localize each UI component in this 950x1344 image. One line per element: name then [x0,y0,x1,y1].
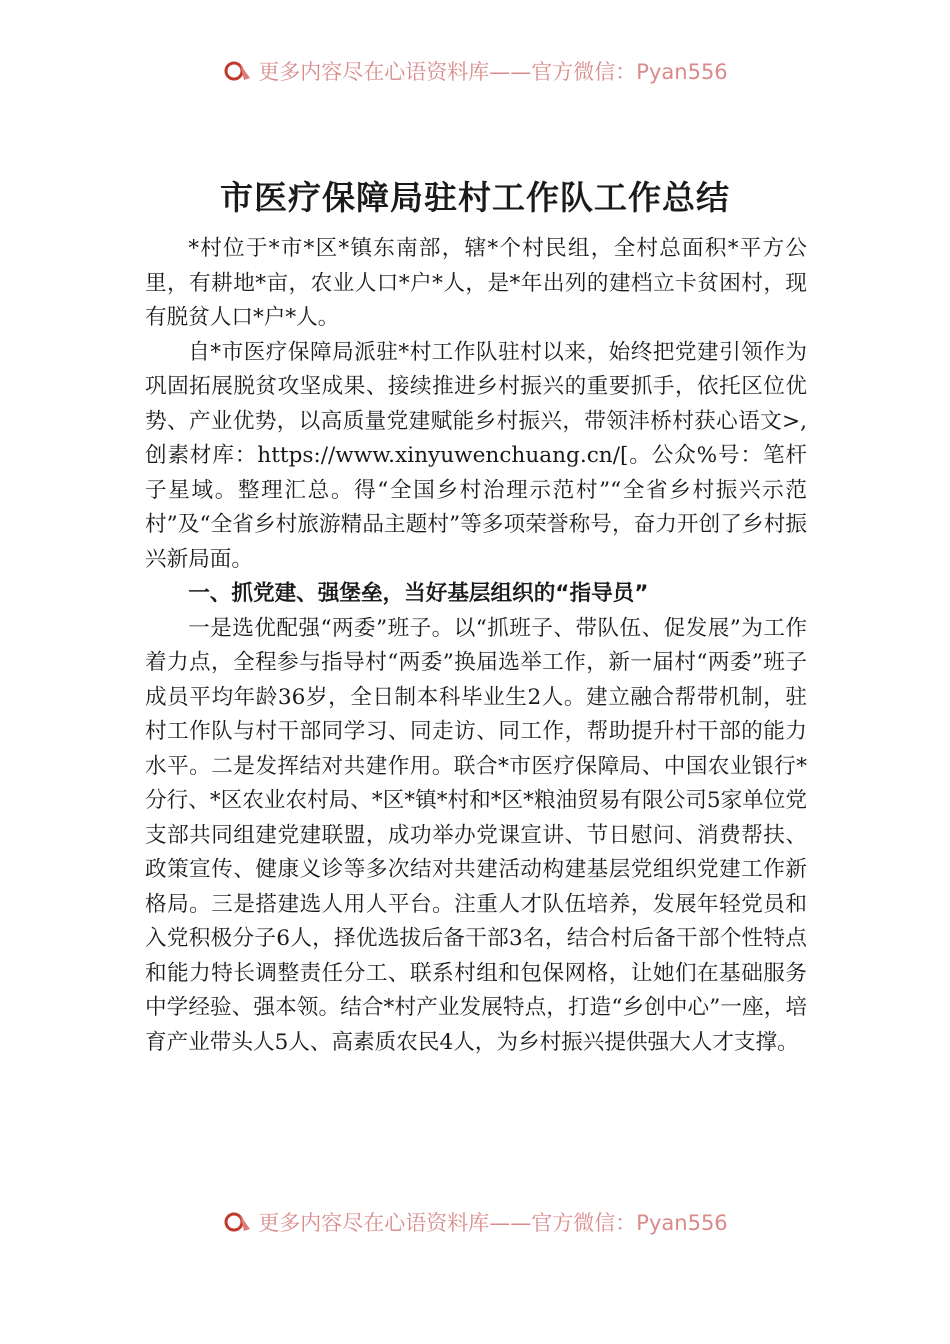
watermark-top [0,54,950,88]
section-1-paragraph: 一是选优配强“两委”班子。以“抓班子、带队伍、促发展”为工作着力点，全程参与指导村“两委”换届选举工作，新一届村“两委”班子成员平均年龄36岁，全日制本科毕业生2人。建立融合帮带机制，驻村工作队与村干部同学习、同走访、同工作，帮助提升村干部的能力水平。二是发挥结对共建作用。联合*市医疗保障局、中国农业银行*分行、*区农业农村局、*区*镇*村和*区*粮油贸易有限公司5家单位党支部共同组建党建联盟，成功举办党课宣讲、节日慰问、消费帮扶、政策宣传、健康义诊等多次结对共建活动构建基层党组织党建工作新格局。三是搭建选人用人平台。注重人才队伍培养，发展年轻党员和入党积极分子6人，择优选拔后备干部3名，结合村后备干部个性特点和能力特长调整责任分工、联系村组和包保网格，让她们在基础服务中学经验、强本领。结合*村产业发展特点，打造“乡创中心”一座，培育产业带头人5人、高素质农民4人，为乡村振兴提供强大人才支撑。 [145,615,807,1055]
watermark-bottom [0,1205,950,1239]
page-title: 市医疗保障局驻村工作队工作总结 [220,178,730,217]
watermark-logo-icon [222,1209,252,1235]
intro-paragraph-2: 自*市医疗保障局派驻*村工作队驻村以来，始终把党建引领作为巩固拓展脱贫攻坚成果、接续推进乡村振兴的重要抓手，依托区位优势、产业优势，以高质量党建赋能乡村振兴，带领沣桥村获心语文>,创素材库：https://www.xinyuwenchuang.cn/[。公众%号：笔杆子星域。整理汇总。得“全国乡村治理示范村”“全省乡村振兴示范村”及“全省乡村旅游精品主题村”等多项荣誉称号，奋力开创了乡村振兴新局面。 [145,339,807,572]
document-body [145,232,807,1060]
intro-paragraph-1: *村位于*市*区*镇东南部，辖*个村民组，全村总面积*平方公里，有耕地*亩，农业人口*户*人，是*年出列的建档立卡贫困村，现有脱贫人口*户*人。 [145,236,807,330]
watermark-text: 更多内容尽在心语资料库——官方微信：Pyan556 [258,1211,728,1235]
section-heading-1: 一、抓党建、强堡垒，当好基层组织的“指导员” [188,581,649,606]
watermark-text: 更多内容尽在心语资料库——官方微信：Pyan556 [258,60,728,84]
watermark-logo-icon [222,58,252,84]
